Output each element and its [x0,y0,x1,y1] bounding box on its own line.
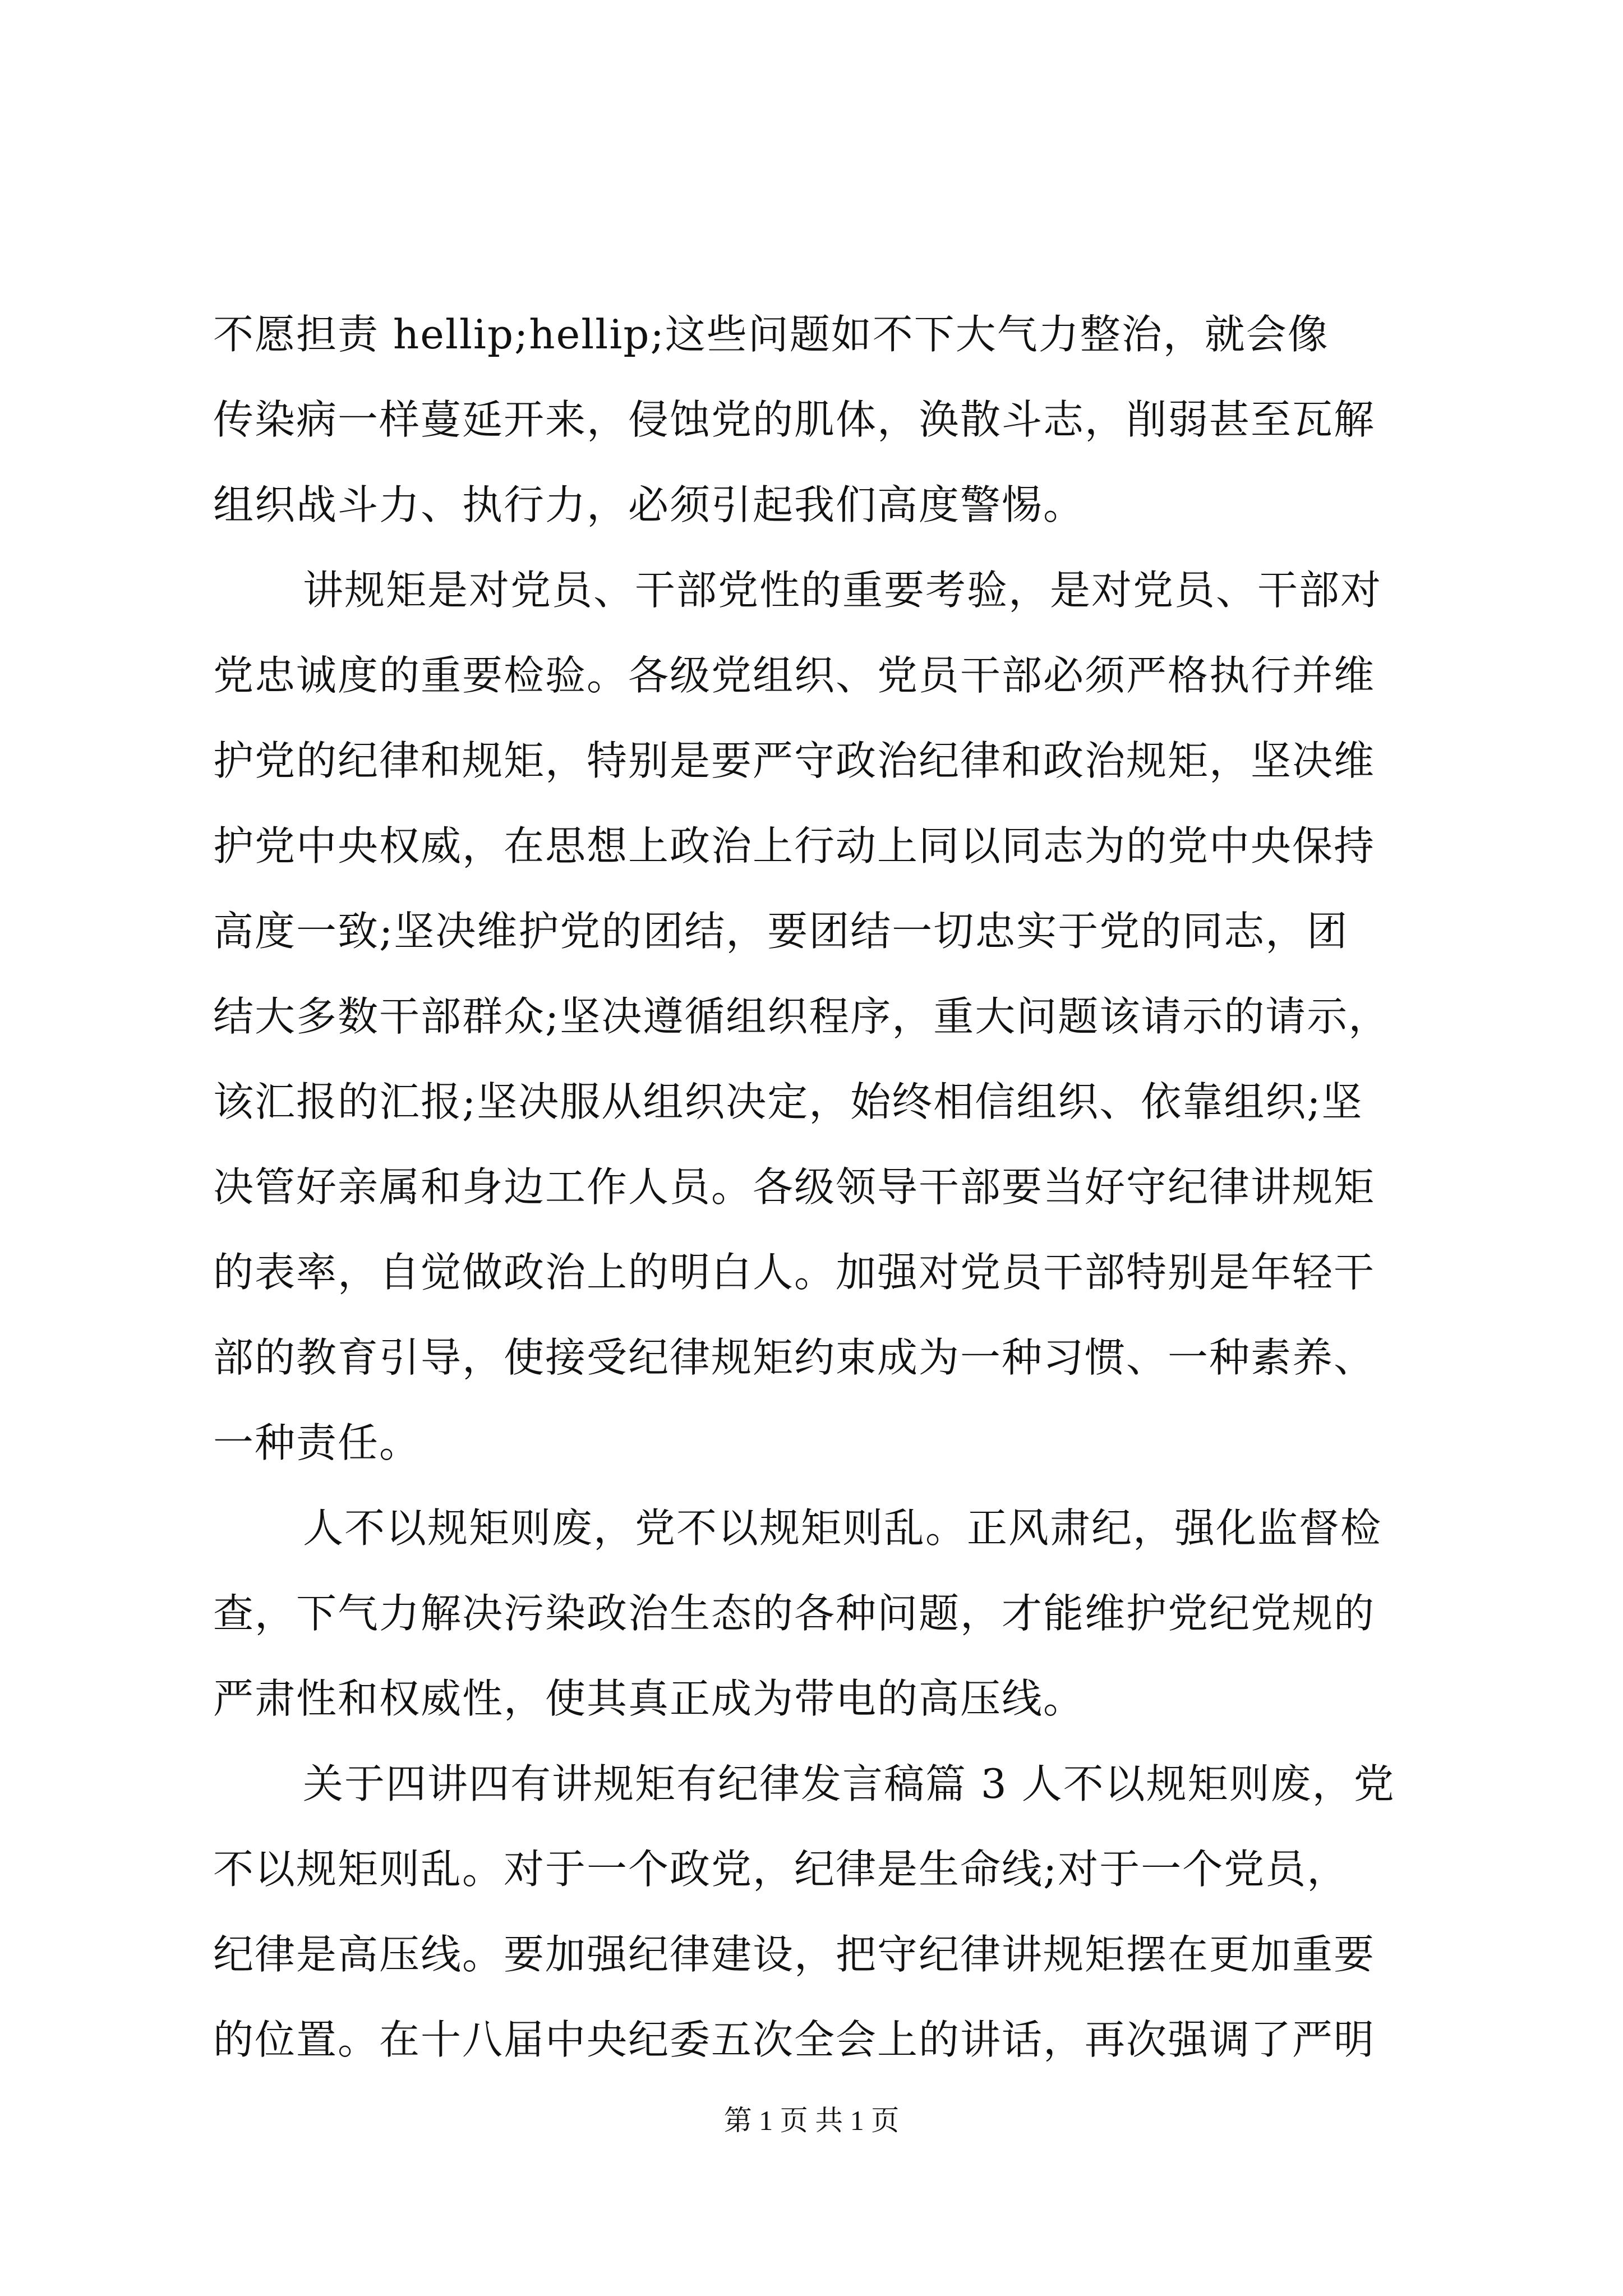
paragraph-first-line: 讲规矩是对党员、干部党性的重要考验，是对党员、干部对 [303,567,1382,614]
paragraph-first-line: 关于四讲四有讲规矩有纪律发言稿篇 3 人不以规矩则废，党 [303,1760,1395,1807]
text-line: 组织战斗力、执行力，必须引起我们高度警惕。 [213,481,1085,528]
text-line: 查，下气力解决污染政治生态的各种问题，才能维护党纪党规的 [213,1590,1376,1637]
text-line: 一种责任。 [213,1419,421,1466]
text-line: 传染病一样蔓延开来，侵蚀党的肌体，涣散斗志，削弱甚至瓦解 [213,396,1376,443]
document-body [213,292,1419,2082]
paragraph-first-line: 人不以规矩则废，党不以规矩则乱。正风肃纪，强化监督检 [303,1504,1382,1552]
text-line: 党忠诚度的重要检验。各级党组织、党员干部必须严格执行并维 [213,652,1376,699]
text-line: 严肃性和权威性，使其真正成为带电的高压线。 [213,1675,1085,1722]
text-line: 该汇报的汇报;坚决服从组织决定，始终相信组织、依靠组织;坚 [213,1078,1363,1125]
text-line: 护党中央权威，在思想上政治上行动上同以同志为的党中央保持 [213,822,1376,869]
text-line: 的表率，自觉做政治上的明白人。加强对党员干部特别是年轻干 [213,1249,1376,1296]
text-line: 部的教育引导，使接受纪律规矩约束成为一种习惯、一种素养、 [213,1334,1376,1381]
text-line: 结大多数干部群众;坚决遵循组织程序，重大问题该请示的请示， [213,993,1390,1040]
text-line: 纪律是高压线。要加强纪律建设，把守纪律讲规矩摆在更加重要 [213,1931,1376,1978]
text-line: 决管好亲属和身边工作人员。各级领导干部要当好守纪律讲规矩 [213,1163,1376,1211]
text-line: 高度一致;坚决维护党的团结，要团结一切忠实于党的同志，团 [213,908,1349,955]
text-line: 护党的纪律和规矩，特别是要严守政治纪律和政治规矩，坚决维 [213,737,1376,784]
text-line: 不以规矩则乱。对于一个政党，纪律是生命线;对于一个党员， [213,1846,1349,1893]
page-number-footer: 第 1 页 共 1 页 [723,2105,900,2136]
text-line: 的位置。在十八届中央纪委五次全会上的讲话，再次强调了严明 [213,2016,1376,2063]
text-line: 不愿担责 hellip;hellip;这些问题如不下大气力整治，就会像 [213,311,1329,358]
